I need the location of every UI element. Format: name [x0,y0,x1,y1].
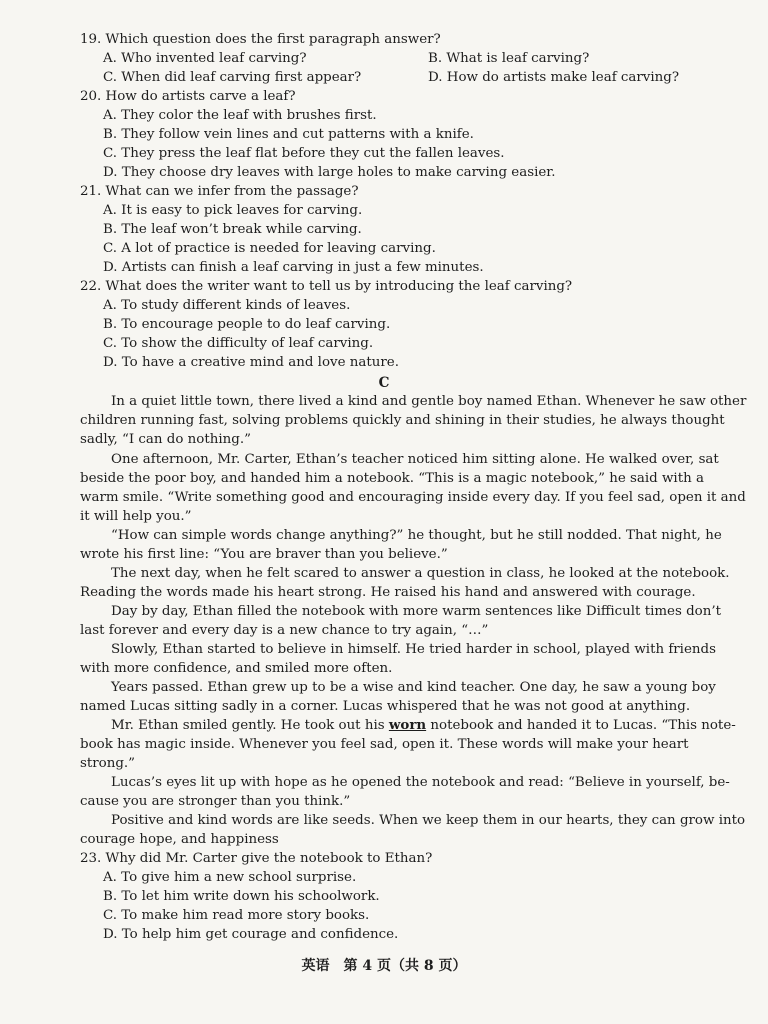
q21-option-b: B. The leaf won’t break while carving. [103,222,362,237]
highlighted-word-worn: worn [388,717,427,733]
q19-stem: 19. Which question does the first paragraph answer? [80,32,441,47]
q23-option-c: C. To make him read more story books. [103,908,370,923]
passage-line: courage hope, and happiness [80,832,279,847]
passage-line: strong.” [80,756,136,771]
q23-stem: 23. Why did Mr. Carter give the notebook to Ethan? [80,851,433,866]
passage-line: warm smile. “Write something good and encouraging inside every day. If you feel sad, open it and [80,490,746,505]
q22-stem: 22. What does the writer want to tell us by introducing the leaf carving? [80,279,573,294]
section-heading: C [378,375,390,391]
passage-line: Lucas’s eyes lit up with hope as he opened the notebook and read: “Believe in yourself, be- [111,775,730,790]
page-footer: 英语 第 4 页（共 8 页） [301,958,467,974]
q22-option-d: D. To have a creative mind and love nature. [103,355,399,370]
q23-option-a: A. To give him a new school surprise. [103,870,357,885]
passage-line [111,716,736,735]
passage-line: wrote his first line: “You are braver than you believe.” [80,547,448,562]
q20-option-d: D. They choose dry leaves with large holes to make carving easier. [103,165,556,180]
passage-line: “How can simple words change anything?” he thought, but he still nodded. That night, he [111,528,722,543]
q23-option-d: D. To help him get courage and confidence. [103,927,399,942]
q21-option-c: C. A lot of practice is needed for leaving carving. [103,241,436,256]
q19-option-d: D. How do artists make leaf carving? [428,70,680,85]
q22-option-a: A. To study different kinds of leaves. [103,298,351,313]
passage-text: notebook and handed it to Lucas. “This note- [426,718,736,733]
passage-line: Positive and kind words are like seeds. When we keep them in our hearts, they can grow into [111,813,746,828]
q22-option-c: C. To show the difficulty of leaf carving. [103,336,374,351]
q20-stem: 20. How do artists carve a leaf? [80,89,296,104]
passage-line: In a quiet little town, there lived a kind and gentle boy named Ethan. Whenever he saw other [111,394,747,409]
q20-option-a: A. They color the leaf with brushes first. [103,108,377,123]
q20-option-c: C. They press the leaf flat before they cut the fallen leaves. [103,146,505,161]
q19-option-b: B. What is leaf carving? [428,51,590,66]
q19-option-a: A. Who invented leaf carving? [103,51,307,66]
passage-line: it will help you.” [80,509,192,524]
q22-option-b: B. To encourage people to do leaf carving. [103,317,391,332]
passage-line: sadly, “I can do nothing.” [80,432,251,447]
passage-line: Day by day, Ethan filled the notebook with more warm sentences like Difficult times don’t [111,604,722,619]
q23-option-b: B. To let him write down his schoolwork. [103,889,380,904]
passage-line: book has magic inside. Whenever you feel sad, open it. These words will make your heart [80,737,689,752]
q21-stem: 21. What can we infer from the passage? [80,184,359,199]
passage-line: Reading the words made his heart strong. He raised his hand and answered with courage. [80,585,696,600]
passage-line: named Lucas sitting sadly in a corner. Lucas whispered that he was not good at anything. [80,699,691,714]
passage-line: last forever and every day is a new chance to try again, “…” [80,623,489,638]
passage-line: cause you are stronger than you think.” [80,794,351,809]
q21-option-d: D. Artists can finish a leaf carving in just a few minutes. [103,260,484,275]
q20-option-b: B. They follow vein lines and cut patterns with a knife. [103,127,474,142]
passage-line: Years passed. Ethan grew up to be a wise and kind teacher. One day, he saw a young boy [111,680,716,695]
passage-line: One afternoon, Mr. Carter, Ethan’s teacher noticed him sitting alone. He walked over, sat [111,452,719,467]
passage-text: Mr. Ethan smiled gently. He took out his [111,718,389,733]
passage-line: beside the poor boy, and handed him a notebook. “This is a magic notebook,” he said with a [80,471,704,486]
passage-line: children running fast, solving problems quickly and shining in their studies, he always thought [80,413,725,428]
q19-option-c: C. When did leaf carving first appear? [103,70,362,85]
passage-line: The next day, when he felt scared to answer a question in class, he looked at the notebook. [111,566,730,581]
q21-option-a: A. It is easy to pick leaves for carving. [103,203,363,218]
passage-line: with more confidence, and smiled more often. [80,661,393,676]
passage-line: Slowly, Ethan started to believe in himself. He tried harder in school, played with friends [111,642,716,657]
